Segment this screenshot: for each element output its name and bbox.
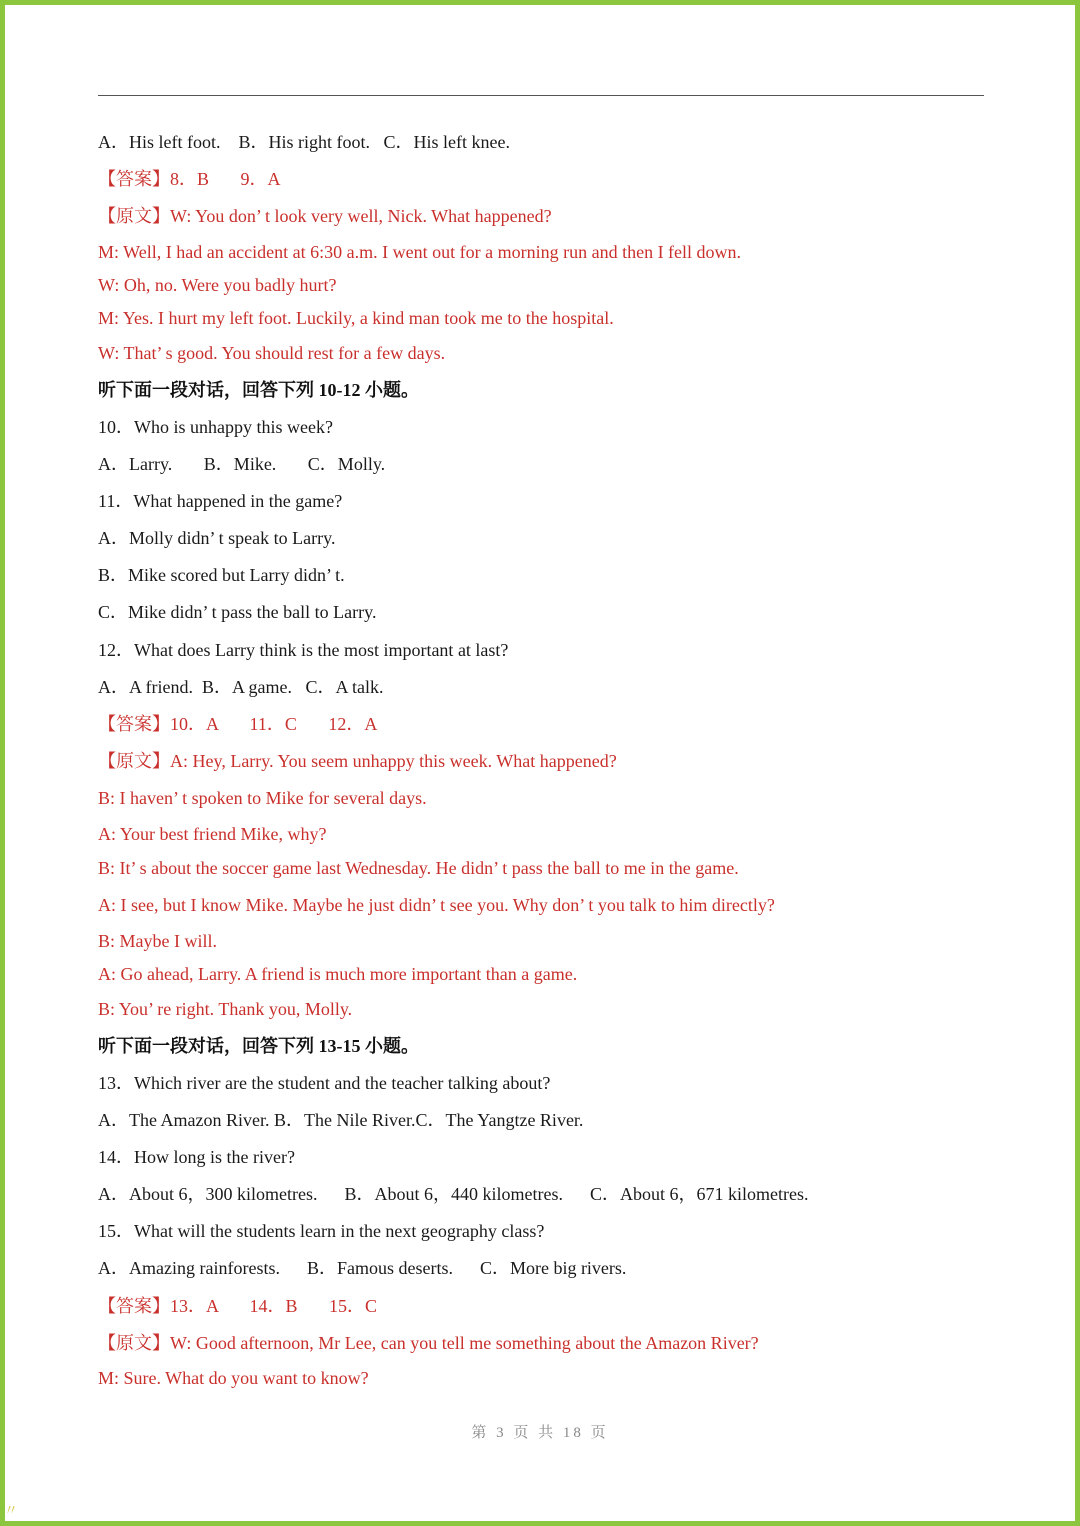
question-line: A．Amazing rainforests. B．Famous deserts. C．More big rivers. (98, 1258, 627, 1278)
answer-transcript-line: B: You’ re right. Thank you, Molly. (98, 999, 353, 1019)
page-footer: 第 3 页 共 18 页 (471, 1425, 609, 1441)
answer-transcript-line: M: Yes. I hurt my left foot. Luckily, a kind man took me to the hospital. (98, 308, 614, 328)
header-rule (98, 95, 984, 96)
question-line: A．A friend. B．A game. C．A talk. (98, 677, 384, 697)
question-line: A．Molly didn’ t speak to Larry. (98, 528, 336, 548)
question-line: C．Mike didn’ t pass the ball to Larry. (98, 602, 377, 622)
answer-transcript-line: 【答案】10．A 11．C 12．A (98, 714, 378, 734)
question-line: 12．What does Larry think is the most important at last? (98, 640, 509, 660)
answer-transcript-line: 【答案】13．A 14．B 15．C (98, 1296, 378, 1316)
question-line: B．Mike scored but Larry didn’ t. (98, 565, 345, 585)
answer-transcript-line: 【原文】A: Hey, Larry. You seem unhappy this week. What happened? (98, 751, 617, 771)
question-line: A．The Amazon River. B．The Nile River.C．The Yangtze River. (98, 1110, 584, 1130)
answer-transcript-line: M: Sure. What do you want to know? (98, 1368, 369, 1388)
answer-transcript-line: B: Maybe I will. (98, 931, 217, 951)
answer-transcript-line: A: Your best friend Mike, why? (98, 824, 327, 844)
question-line: A．About 6，300 kilometres. B．About 6，440 kilometres. C．About 6，671 kilometres. (98, 1184, 809, 1204)
answer-transcript-line: 【答案】8．B 9．A (98, 169, 281, 189)
answer-transcript-line: A: I see, but I know Mike. Maybe he just didn’ t see you. Why don’ t you talk to him directly? (98, 895, 775, 915)
corner-mark: 〃 (4, 1504, 18, 1519)
question-line: 10．Who is unhappy this week? (98, 417, 333, 437)
question-line: A．His left foot. B．His right foot. C．His left knee. (98, 132, 510, 152)
section-heading: 听下面一段对话，回答下列 10-12 小题。 (98, 380, 419, 400)
answer-transcript-line: A: Go ahead, Larry. A friend is much more important than a game. (98, 964, 578, 984)
answer-transcript-line: 【原文】W: You don’ t look very well, Nick. What happened? (98, 206, 552, 226)
question-line: 11．What happened in the game? (98, 491, 343, 511)
answer-transcript-line: M: Well, I had an accident at 6:30 a.m. I went out for a morning run and then I fell down. (98, 242, 742, 262)
answer-transcript-line: 【原文】W: Good afternoon, Mr Lee, can you tell me something about the Amazon River? (98, 1333, 759, 1353)
question-line: A．Larry. B．Mike. C．Molly. (98, 454, 386, 474)
question-line: 14．How long is the river? (98, 1147, 295, 1167)
answer-transcript-line: B: It’ s about the soccer game last Wednesday. He didn’ t pass the ball to me in the game. (98, 858, 739, 878)
answer-transcript-line: W: Oh, no. Were you badly hurt? (98, 275, 337, 295)
answer-transcript-line: B: I haven’ t spoken to Mike for several days. (98, 788, 427, 808)
question-line: 15．What will the students learn in the next geography class? (98, 1221, 545, 1241)
question-line: 13．Which river are the student and the teacher talking about? (98, 1073, 551, 1093)
answer-transcript-line: W: That’ s good. You should rest for a few days. (98, 343, 446, 363)
section-heading: 听下面一段对话，回答下列 13-15 小题。 (98, 1036, 419, 1056)
